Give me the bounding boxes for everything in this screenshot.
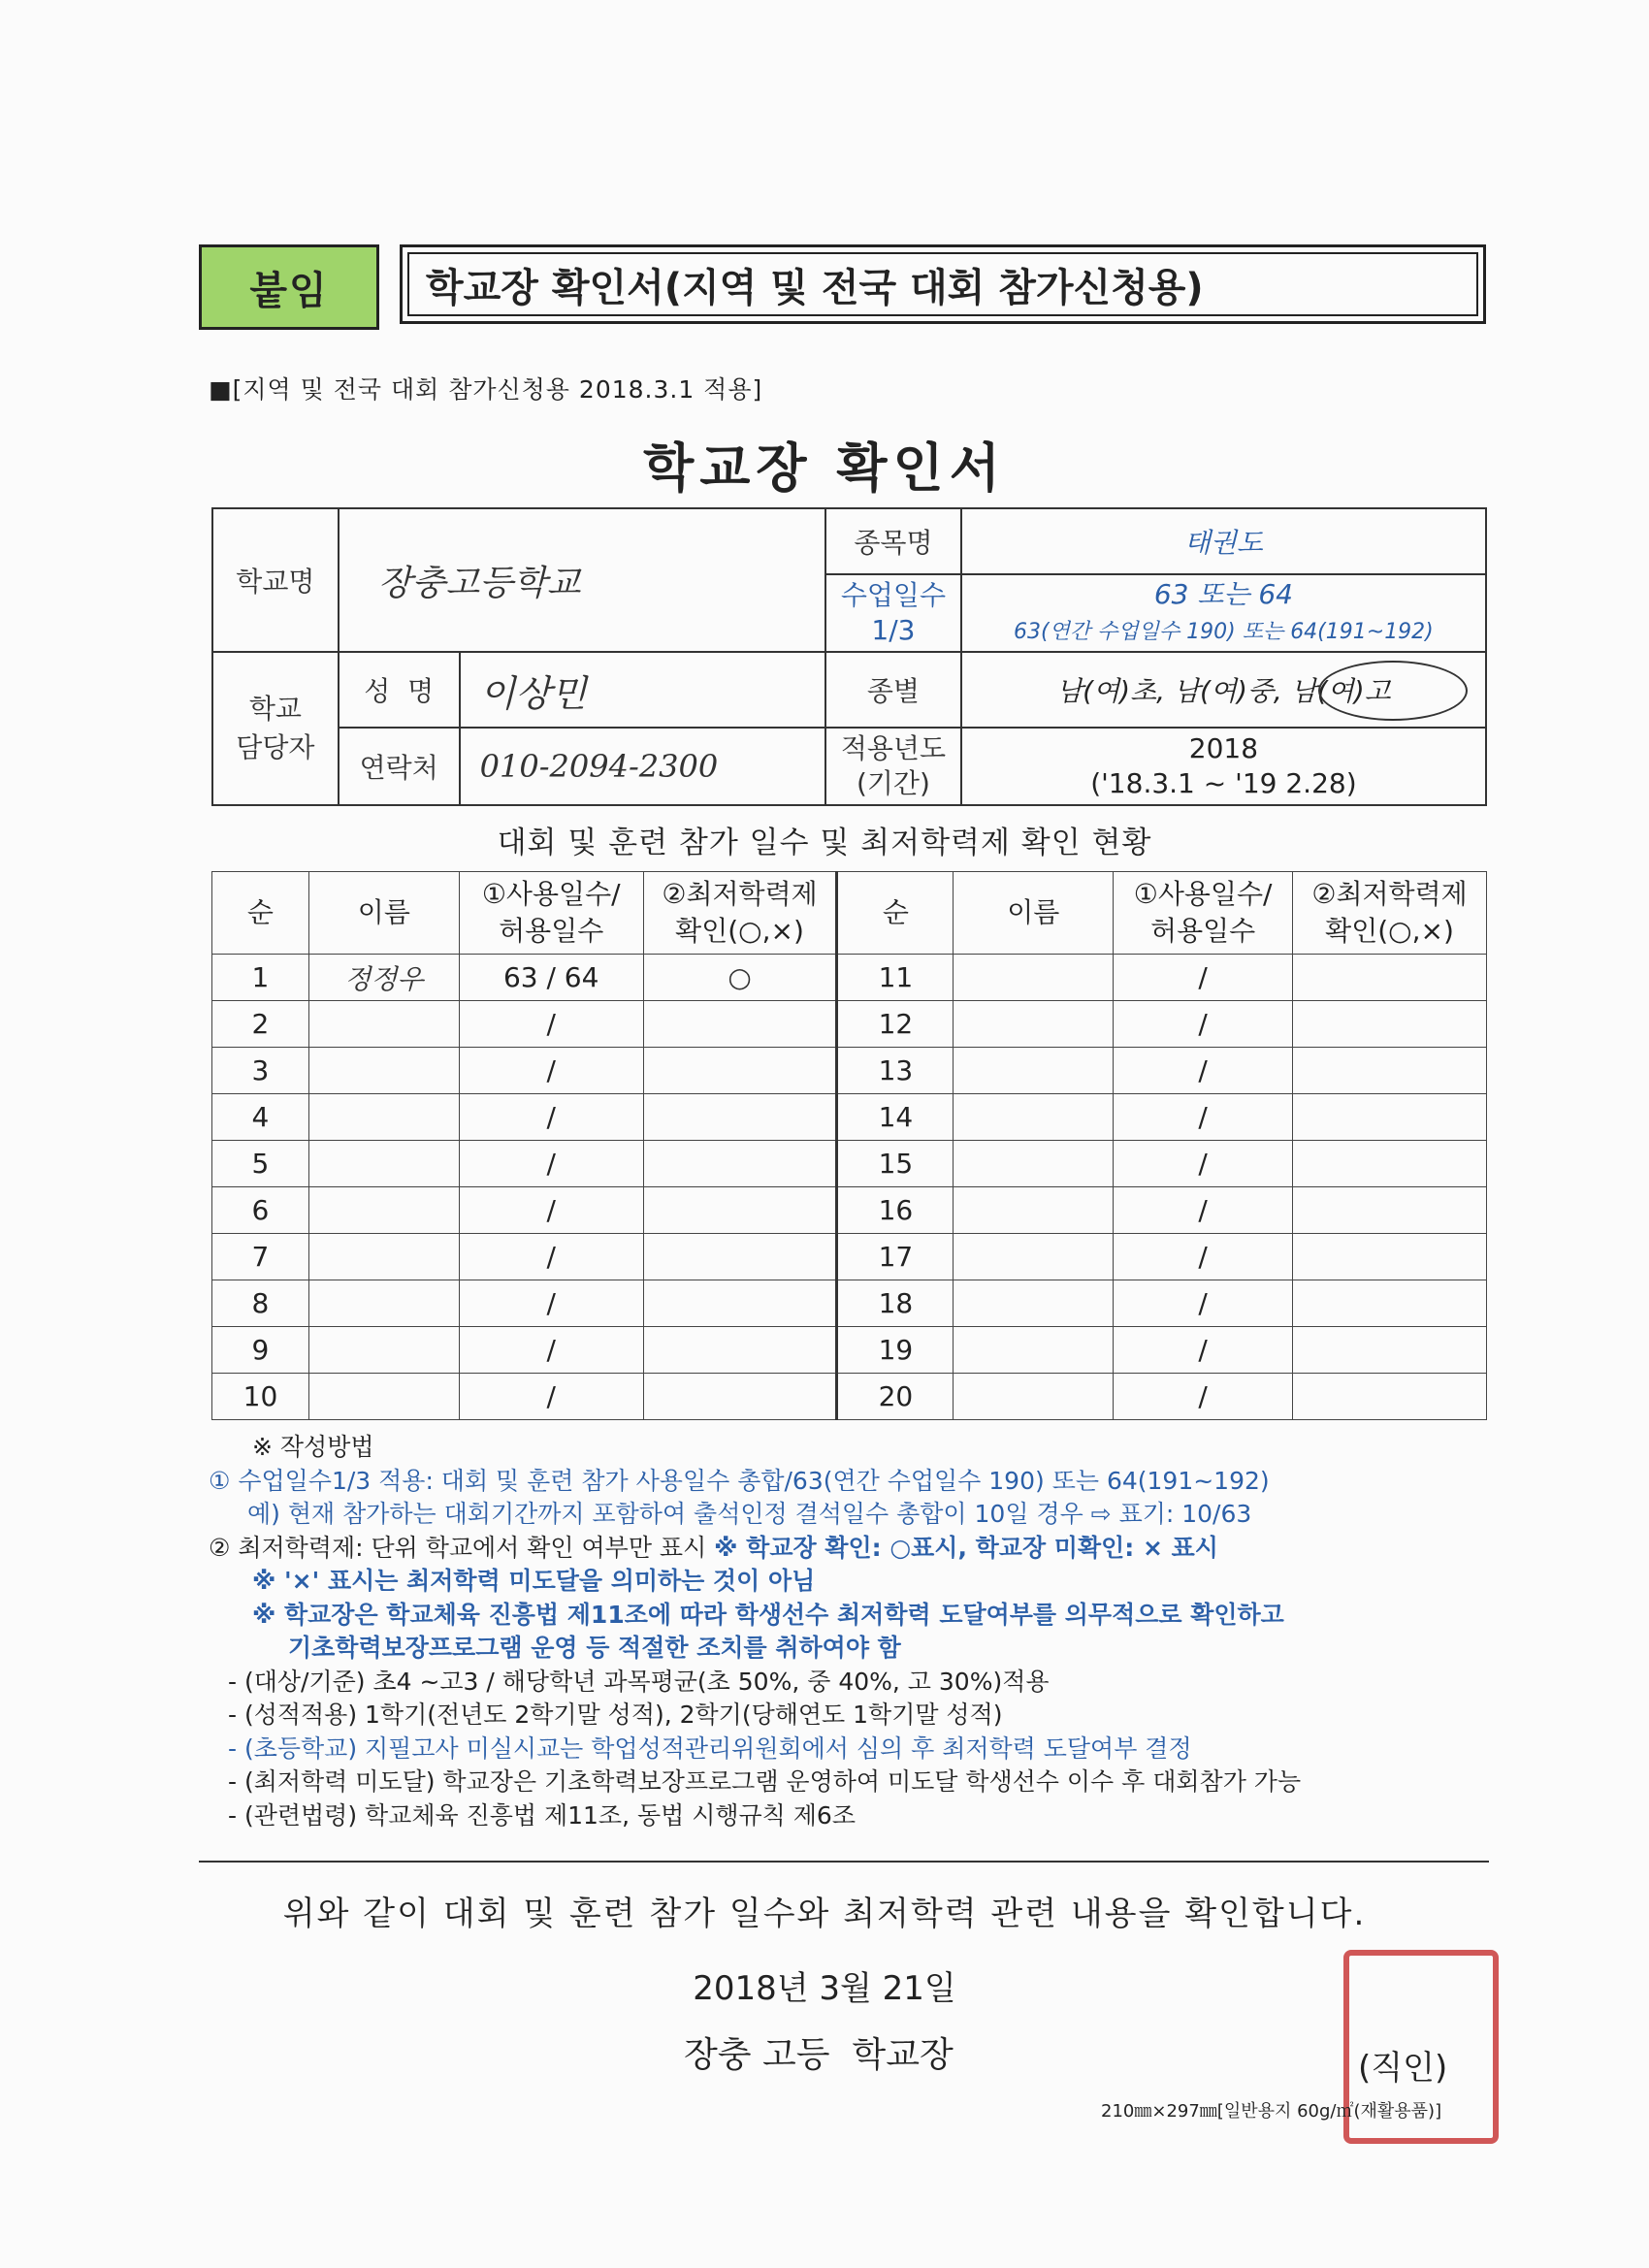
info-table: [211, 507, 1487, 806]
sport-value: 태권도: [961, 508, 1486, 574]
attachment-badge: 붙임: [199, 244, 379, 330]
row-check: [643, 1374, 837, 1420]
table-row: [212, 955, 1487, 1001]
instruction-line: ※ 학교장은 학교체육 진흥법 제11조에 따라 학생선수 최저학력 도달여부를 의무적으로 확인하고: [252, 1600, 1284, 1629]
row-check: [643, 1001, 837, 1048]
row-no: 14: [837, 1094, 954, 1141]
row-name: [308, 1234, 459, 1280]
name-label: 성 명: [339, 652, 460, 728]
header-check-left-line1: ②최저학력제: [662, 878, 818, 910]
contact-person-label: [212, 652, 339, 805]
row-no: 2: [212, 1001, 309, 1048]
applied-year-value-line2: ('18.3.1 ~ '19 2.28): [1090, 767, 1357, 799]
row-check: [643, 1280, 837, 1327]
row-name: [954, 1280, 1114, 1327]
row-days: /: [1114, 1001, 1293, 1048]
row-days: /: [1114, 1374, 1293, 1420]
row-no: 18: [837, 1280, 954, 1327]
row-name: [954, 1094, 1114, 1141]
table-row: [212, 1094, 1487, 1141]
row-days: /: [1114, 1094, 1293, 1141]
instructions-heading: ※ 작성방법: [252, 1433, 374, 1461]
principal-signature-line: 장충 고등 학교장: [684, 2035, 954, 2075]
row-days: /: [1114, 955, 1293, 1001]
row-days: /: [1114, 1048, 1293, 1094]
row-no: 15: [837, 1141, 954, 1187]
applied-year-label-line1: 적용년도: [840, 732, 947, 764]
instruction-line-part: ※ 학교장 확인: ○표시, 학교장 미확인: × 표시: [714, 1533, 1218, 1562]
phone-value: 010-2094-2300: [460, 728, 825, 805]
row-days: /: [1114, 1187, 1293, 1234]
row-check: [643, 1327, 837, 1374]
row-check: [1293, 1048, 1487, 1094]
row-check: [1293, 1001, 1487, 1048]
row-name: [308, 1094, 459, 1141]
row-name: [954, 1048, 1114, 1094]
row-days: /: [459, 1001, 643, 1048]
row-name: [954, 1327, 1114, 1374]
class-days-value-line2: 63(연간 수업일수 190) 또는 64(191~192): [1014, 619, 1434, 644]
table-row: [212, 1234, 1487, 1280]
row-days: /: [459, 1327, 643, 1374]
row-days: /: [459, 1374, 643, 1420]
seal-label: (직인): [1358, 2049, 1448, 2088]
table-row: [212, 1280, 1487, 1327]
instruction-line: - (초등학교) 지필고사 미실시교는 학업성적관리위원회에서 심의 후 최저학력 도달여부 결정: [228, 1733, 1192, 1763]
instruction-line: 기초학력보장프로그램 운영 등 적절한 조치를 취하여야 함: [288, 1634, 901, 1662]
header-no-left: 순: [212, 872, 309, 955]
applied-year-label: [825, 728, 961, 805]
table-row: [212, 1048, 1487, 1094]
table-row: [212, 1141, 1487, 1187]
row-check: [643, 1048, 837, 1094]
row-no: 10: [212, 1374, 309, 1420]
row-days: /: [1114, 1234, 1293, 1280]
row-days: /: [459, 1141, 643, 1187]
row-days: /: [459, 1187, 643, 1234]
row-no: 12: [837, 1001, 954, 1048]
paper-spec-note: 210㎜×297㎜[일반용지 60g/㎡(재활용품)]: [1101, 2101, 1442, 2122]
header-check-left-line2: 확인(○,×): [675, 915, 804, 947]
row-days: /: [459, 1234, 643, 1280]
category-value-text: 남(여)초, 남(여)중, 남(여)고: [1056, 675, 1391, 707]
row-no: 11: [837, 955, 954, 1001]
row-no: 9: [212, 1327, 309, 1374]
row-name: [308, 1374, 459, 1420]
instruction-line: ① 수업일수1/3 적용: 대회 및 훈련 참가 사용일수 총합/63(연간 수업일수 190) 또는 64(191~192): [209, 1466, 1270, 1495]
instruction-line: - (성적적용) 1학기(전년도 2학기말 성적), 2학기(당해연도 1학기말 성적): [228, 1701, 1003, 1729]
row-name: [954, 1374, 1114, 1420]
row-no: 19: [837, 1327, 954, 1374]
instruction-line: ※ '×' 표시는 최저학력 미도달을 의미하는 것이 아님: [252, 1567, 816, 1595]
row-check: ○: [643, 955, 837, 1001]
class-days-value: [961, 574, 1486, 652]
row-name: [308, 1141, 459, 1187]
applied-year-value: [961, 728, 1486, 805]
row-name: [308, 1001, 459, 1048]
row-name: [954, 1187, 1114, 1234]
header-check-left: [643, 872, 837, 955]
table-row: [212, 1001, 1487, 1048]
instruction-line: - (관련법령) 학교체육 진흥법 제11조, 동법 시행규칙 제6조: [228, 1800, 856, 1830]
instruction-line: - (최저학력 미도달) 학교장은 기초학력보장프로그램 운영하여 미도달 학생선수 이수 후 대회참가 가능: [228, 1767, 1302, 1796]
table-row: [212, 1327, 1487, 1374]
instruction-line: [209, 1532, 1499, 1566]
page-title: 학교장 확인서: [643, 437, 1006, 499]
row-check: [643, 1141, 837, 1187]
row-no: 13: [837, 1048, 954, 1094]
applied-year-label-line2: (기간): [856, 767, 930, 799]
category-label: 종별: [825, 652, 961, 728]
row-name: [308, 1327, 459, 1374]
contact-person-label-line2: 담당자: [236, 731, 315, 763]
row-check: [1293, 1374, 1487, 1420]
instruction-line: 예) 현재 참가하는 대회기간까지 포함하여 출석인정 결석일수 총합이 10일 경우 ⇨ 표기: 10/63: [247, 1500, 1252, 1528]
phone-label: 연락처: [339, 728, 460, 805]
category-circle-mark: [1318, 661, 1468, 721]
name-value: 이상민: [460, 652, 825, 728]
row-name: [954, 1141, 1114, 1187]
row-no: 20: [837, 1374, 954, 1420]
row-check: [1293, 1327, 1487, 1374]
school-name-label: 학교명: [212, 508, 339, 652]
row-name: [954, 1001, 1114, 1048]
status-heading: 대회 및 훈련 참가 일수 및 최저학력제 확인 현황: [497, 826, 1152, 860]
document-heading: 학교장 확인서(지역 및 전국 대회 참가신청용): [400, 244, 1486, 324]
row-name: [308, 1048, 459, 1094]
instruction-line-part: ② 최저학력제: 단위 학교에서 확인 여부만 표시: [209, 1533, 715, 1562]
applicability-note: ■[지역 및 전국 대회 참가신청용 2018.3.1 적용]: [209, 375, 763, 404]
table-row: [212, 1187, 1487, 1234]
header-check-right-line2: 확인(○,×): [1325, 915, 1454, 947]
header-name-left: 이름: [308, 872, 459, 955]
row-no: 5: [212, 1141, 309, 1187]
header-days-left-line2: 허용일수: [499, 915, 604, 947]
row-name: [308, 1280, 459, 1327]
row-check: [643, 1187, 837, 1234]
row-check: [1293, 1094, 1487, 1141]
row-name: [954, 1234, 1114, 1280]
header-days-right-line1: ①사용일수/: [1133, 878, 1273, 910]
row-days: /: [459, 1048, 643, 1094]
confirmation-statement: 위와 같이 대회 및 훈련 참가 일수와 최저학력 관련 내용을 확인합니다.: [282, 1895, 1367, 1933]
header-days-right: [1114, 872, 1293, 955]
header-check-right-line1: ②최저학력제: [1311, 878, 1468, 910]
class-days-label-line2: 1/3: [871, 614, 916, 646]
row-check: [1293, 1141, 1487, 1187]
row-no: 1: [212, 955, 309, 1001]
class-days-label-line1: 수업일수: [840, 579, 947, 611]
row-check: [1293, 955, 1487, 1001]
header-no-right: 순: [837, 872, 954, 955]
row-name: [308, 1187, 459, 1234]
row-no: 16: [837, 1187, 954, 1234]
signature-date: 2018년 3월 21일: [693, 1969, 956, 2008]
row-days: 63 / 64: [459, 955, 643, 1001]
sport-label: 종목명: [825, 508, 961, 574]
participation-table: [211, 871, 1487, 1420]
table-row: [212, 1374, 1487, 1420]
row-days: /: [459, 1280, 643, 1327]
class-days-value-line1: 63 또는 64: [1153, 577, 1293, 610]
row-days: /: [1114, 1141, 1293, 1187]
class-days-label: [825, 574, 961, 652]
instruction-line: - (대상/기준) 초4 ~고3 / 해당학년 과목평균(초 50%, 중 40%, 고 30%)적용: [228, 1667, 1050, 1696]
school-name-value: 장충고등학교: [339, 508, 825, 652]
row-no: 17: [837, 1234, 954, 1280]
row-no: 8: [212, 1280, 309, 1327]
row-no: 7: [212, 1234, 309, 1280]
header-name-right: 이름: [954, 872, 1114, 955]
row-check: [643, 1094, 837, 1141]
row-name: [954, 955, 1114, 1001]
instructions: [209, 1431, 1499, 1832]
row-check: [643, 1234, 837, 1280]
row-check: [1293, 1187, 1487, 1234]
row-days: /: [1114, 1280, 1293, 1327]
row-no: 3: [212, 1048, 309, 1094]
row-name: 정정우: [308, 955, 459, 1001]
header-days-left: [459, 872, 643, 955]
header-days-right-line2: 허용일수: [1150, 915, 1256, 947]
row-days: /: [459, 1094, 643, 1141]
category-value: [961, 652, 1486, 728]
contact-person-label-line1: 학교: [248, 693, 302, 725]
row-no: 6: [212, 1187, 309, 1234]
row-no: 4: [212, 1094, 309, 1141]
applied-year-value-line1: 2018: [1188, 732, 1259, 764]
row-days: /: [1114, 1327, 1293, 1374]
header-check-right: [1293, 872, 1487, 955]
row-check: [1293, 1280, 1487, 1327]
row-check: [1293, 1234, 1487, 1280]
header-days-left-line1: ①사용일수/: [481, 878, 621, 910]
